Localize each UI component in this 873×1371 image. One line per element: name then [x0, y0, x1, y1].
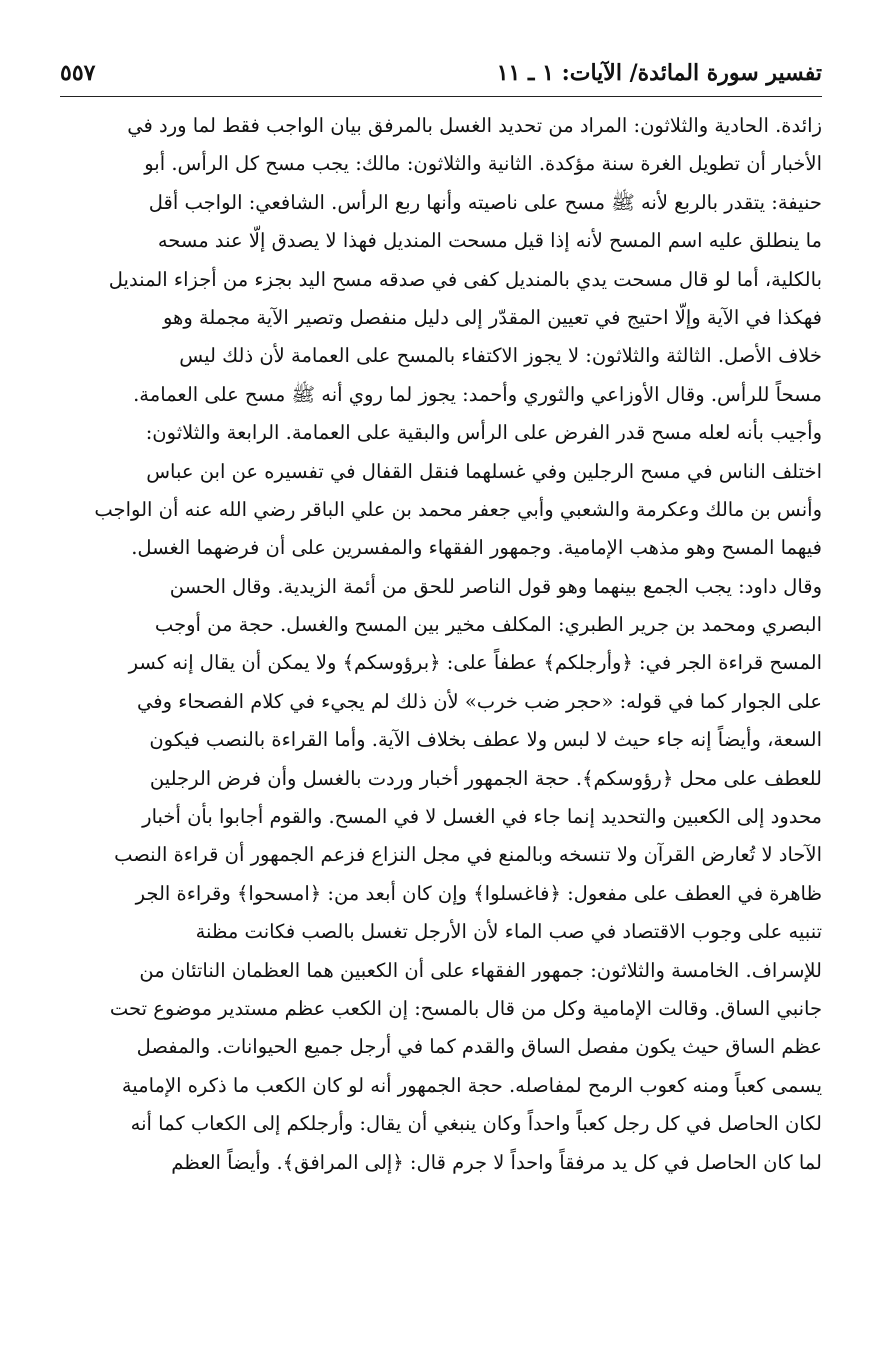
- running-title: تفسير سورة المائدة/ الآيات: ١ ـ ١١: [496, 60, 822, 86]
- text-line: ما ينطلق عليه اسم المسح لأنه إذا قيل مسحت المنديل فهذا لا يصدق إلّا عند مسحه: [157, 229, 822, 253]
- text-line: خلاف الأصل. الثالثة والثلاثون: لا يجوز الاكتفاء بالمسح على العمامة لأن ذلك ليس: [179, 344, 822, 368]
- text-line: جانبي الساق. وقالت الإمامية وكل من قال بالمسح: إن الكعب عظم مستدير موضوع تحت: [109, 996, 822, 1020]
- body-text: [60, 107, 822, 1182]
- text-line: لما كان الحاصل في كل يد مرفقاً واحداً لا جرم قال: ﴿إلى المرافق﴾. وأيضاً العظم: [171, 1150, 822, 1174]
- text-line: عظم الساق حيث يكون مفصل الساق والقدم كما في أرجل جميع الحيوانات. والمفصل: [136, 1035, 822, 1059]
- text-line: للعطف على محل ﴿رؤوسكم﴾. حجة الجمهور أخبار وردت بالغسل وأن فرض الرجلين: [149, 766, 822, 790]
- text-line: حنيفة: يتقدر بالربع لأنه ﷺ مسح على ناصيته وأنها ربع الرأس. الشافعي: الواجب أقل: [148, 190, 822, 214]
- text-line: محدود إلى الكعبين والتحديد إنما جاء في الغسل لا في المسح. والقوم أجابوا بأن أخبار: [142, 805, 822, 829]
- text-line: فيهما المسح وهو مذهب الإمامية. وجمهور الفقهاء والمفسرين على أن فرضهما الغسل.: [131, 536, 822, 560]
- text-line: يسمى كعباً ومنه كعوب الرمح لمفاصله. حجة الجمهور أنه لو كان الكعب ما ذكره الإمامية: [121, 1073, 822, 1097]
- text-line: للإسراف. الخامسة والثلاثون: جمهور الفقهاء على أن الكعبين هما العظمان الناتئان من: [139, 958, 822, 982]
- text-line: الآحاد لا تُعارض القرآن ولا تنسخه وبالمنع في مجل النزاع فزعم الجمهور أن قراءة النصب: [114, 843, 822, 867]
- text-line: لكان الحاصل في كل رجل كعباً واحداً وكان ينبغي أن يقال: وأرجلكم إلى الكعاب كما أنه: [130, 1112, 822, 1136]
- text-line: ظاهرة في العطف على مفعول: ﴿فاغسلوا﴾ وإن كان أبعد من: ﴿امسحوا﴾ وقراءة الجر: [135, 881, 822, 905]
- text-line: وقال داود: يجب الجمع بينهما وهو قول الناصر للحق من أئمة الزيدية. وقال الحسن: [169, 574, 822, 598]
- text-line: على الجوار كما في قوله: «حجر ضب خرب» لأن ذلك لم يجيء في كلام الفصحاء وفي: [137, 689, 822, 713]
- text-line: وأجيب بأنه لعله مسح قدر الفرض على الرأس والبقية على العمامة. الرابعة والثلاثون:: [145, 421, 822, 445]
- text-line: بالكلية، أما لو قال مسحت يدي بالمنديل كفى في صدقه مسح اليد بجزء من أجزاء المنديل: [108, 267, 822, 291]
- page-header: [60, 52, 822, 97]
- text-line: البصري ومحمد بن جرير الطبري: المكلف مخير بين المسح والغسل. حجة من أوجب: [154, 613, 822, 637]
- text-line: تنبيه على وجوب الاقتصاد في صب الماء لأن الأرجل تغسل بالصب فكانت مظنة: [195, 920, 822, 944]
- text-line: المسح قراءة الجر في: ﴿وأرجلكم﴾ عطفاً على: ﴿برؤوسكم﴾ ولا يمكن أن يقال إنه كسر: [128, 651, 822, 675]
- text-line: السعة، وأيضاً إنه جاء حيث لا لبس ولا عطف بخلاف الآية. وأما القراءة بالنصب فيكون: [149, 728, 822, 752]
- text-line: فهكذا في الآية وإلّا احتيج في تعيين المقدّر إلى دليل منفصل وتصير الآية مجملة وهو: [162, 305, 822, 329]
- text-line: زائدة. الحادية والثلاثون: المراد من تحديد الغسل بالمرفق بيان الواجب فقط لما ورد في: [127, 114, 822, 137]
- text-line: الأخبار أن تطويل الغرة سنة مؤكدة. الثانية والثلاثون: مالك: يجب مسح كل الرأس. أبو: [144, 152, 822, 176]
- book-page: [60, 52, 822, 1312]
- text-line: وأنس بن مالك وعكرمة والشعبي وأبي جعفر محمد بن علي الباقر رضي الله عنه أن الواجب: [94, 497, 822, 521]
- page-number: ٥٥٧: [60, 60, 96, 86]
- text-line: مسحاً للرأس. وقال الأوزاعي والثوري وأحمد: يجوز لما روي أنه ﷺ مسح على العمامة.: [133, 382, 822, 406]
- text-line: اختلف الناس في مسح الرجلين وفي غسلهما فنقل القفال في تفسيره عن ابن عباس: [146, 459, 822, 483]
